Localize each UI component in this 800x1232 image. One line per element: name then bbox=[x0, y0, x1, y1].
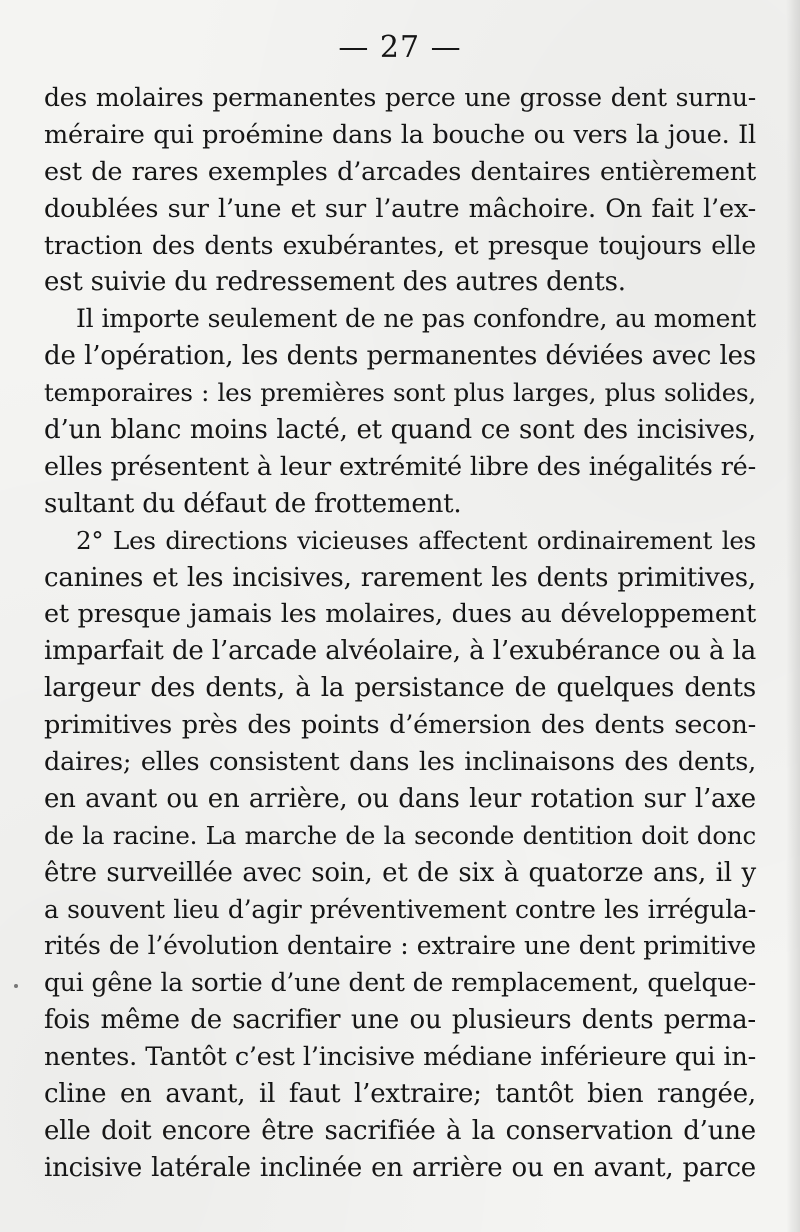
text-line: rités de l’évolution dentaire : extraire une dent primitive bbox=[44, 931, 756, 961]
text-line: 2° Les directions vicieuses affectent ordinairement les bbox=[76, 525, 756, 555]
text-line: qui gêne la sortie d’une dent de remplacement, quelque- bbox=[44, 968, 756, 998]
ink-speck bbox=[14, 984, 18, 988]
body-text bbox=[44, 80, 756, 1187]
text-line: elle doit encore être sacrifiée à la conservation d’une bbox=[44, 1115, 756, 1146]
text-line: doublées sur l’une et sur l’autre mâchoire. On fait l’ex- bbox=[44, 193, 756, 224]
page-edge-shadow bbox=[786, 0, 800, 1232]
text-line: daires; elles consistent dans les inclinaisons des dents, bbox=[44, 747, 756, 778]
text-line: de l’opération, les dents permanentes déviées avec les bbox=[44, 341, 756, 372]
text-line: cline en avant, il faut l’extraire; tantôt bien rangée, bbox=[44, 1079, 756, 1110]
text-line: incisive latérale inclinée en arrière ou en avant, parce bbox=[44, 1152, 756, 1183]
text-line: sultant du défaut de frottement. bbox=[44, 488, 462, 519]
text-line: canines et les incisives, rarement les dents primitives, bbox=[44, 562, 756, 593]
text-line: d’un blanc moins lacté, et quand ce sont des incisives, bbox=[44, 415, 756, 446]
text-line: a souvent lieu d’agir préventivement contre les irrégula- bbox=[44, 894, 756, 924]
text-line: imparfait de l’arcade alvéolaire, à l’exubérance ou à la bbox=[44, 636, 756, 667]
text-line: largeur des dents, à la persistance de quelques dents bbox=[44, 673, 756, 704]
text-line: des molaires permanentes perce une grosse dent surnu- bbox=[44, 83, 756, 112]
text-line: méraire qui proémine dans la bouche ou vers la joue. Il bbox=[44, 119, 756, 150]
text-line: est de rares exemples d’arcades dentaires entièrement bbox=[44, 156, 756, 187]
text-line: et presque jamais les molaires, dues au développement bbox=[44, 599, 756, 630]
text-line: traction des dents exubérantes, et presque toujours elle bbox=[44, 230, 756, 260]
text-line: nentes. Tantôt c’est l’incisive médiane inférieure qui in- bbox=[44, 1042, 756, 1073]
text-line: de la racine. La marche de la seconde dentition doit donc bbox=[44, 820, 756, 850]
text-line: fois même de sacrifier une ou plusieurs dents perma- bbox=[44, 1005, 756, 1036]
text-line: en avant ou en arrière, ou dans leur rotation sur l’axe bbox=[44, 783, 756, 814]
text-line: primitives près des points d’émersion des dents secon- bbox=[44, 710, 756, 741]
text-line: est suivie du redressement des autres dents. bbox=[44, 267, 626, 298]
text-line: elles présentent à leur extrémité libre des inégalités ré- bbox=[44, 451, 756, 482]
text-line: Il importe seulement de ne pas confondre, au moment bbox=[76, 304, 756, 334]
text-line: être surveillée avec soin, et de six à quatorze ans, il y bbox=[44, 857, 756, 888]
text-line: temporaires : les premières sont plus larges, plus solides, bbox=[44, 378, 756, 408]
page-number: — 27 — bbox=[338, 30, 462, 65]
